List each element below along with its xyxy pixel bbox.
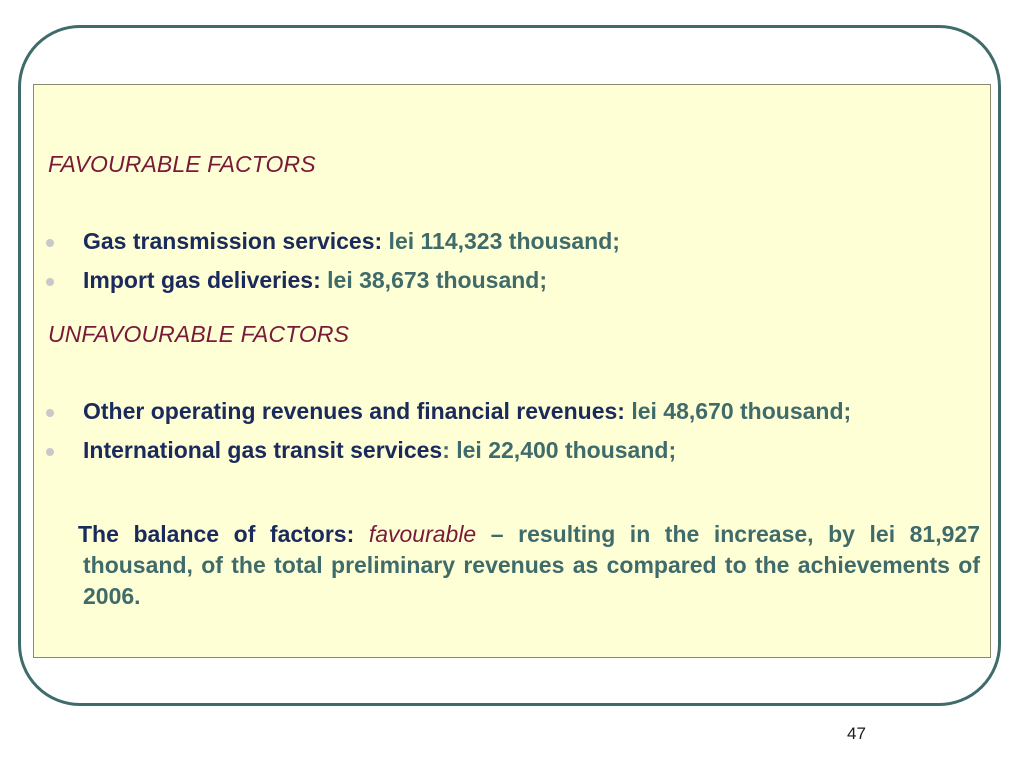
unfavourable-factors-heading: UNFAVOURABLE FACTORS (48, 321, 350, 347)
factor-label: Import gas deliveries: (83, 267, 321, 293)
bullet-icon (46, 278, 54, 286)
list-item (34, 227, 974, 256)
factor-label: Gas transmission services: (83, 228, 383, 254)
factor-value: lei 114,323 thousand; (382, 228, 620, 254)
balance-label: The balance of factors: (78, 521, 369, 547)
bullet-icon (46, 239, 54, 247)
balance-emphasis: favourable (368, 521, 477, 547)
factor-value: : lei 22,400 thousand; (442, 437, 677, 463)
factor-label: Other operating revenues and financial revenues: (83, 398, 625, 424)
bullet-icon (46, 409, 54, 417)
factor-value: lei 38,673 thousand; (320, 267, 547, 293)
favourable-factors-heading: FAVOURABLE FACTORS (48, 151, 316, 177)
balance-paragraph (78, 519, 980, 612)
factor-value: lei 48,670 thousand; (624, 398, 852, 424)
unfavourable-factors-list (34, 397, 974, 475)
balance-text: – resulting in the increase, by lei 81,927 thousand, of the total preliminary revenues as compared to the achievements of 2006. (83, 521, 980, 609)
bullet-icon (46, 448, 54, 456)
favourable-factors-list (34, 227, 974, 305)
list-item (34, 397, 974, 426)
content-panel (33, 84, 991, 658)
list-item (34, 436, 974, 465)
list-item (34, 266, 974, 295)
page-number: 47 (847, 724, 866, 743)
factor-label: International gas transit services (83, 437, 443, 463)
